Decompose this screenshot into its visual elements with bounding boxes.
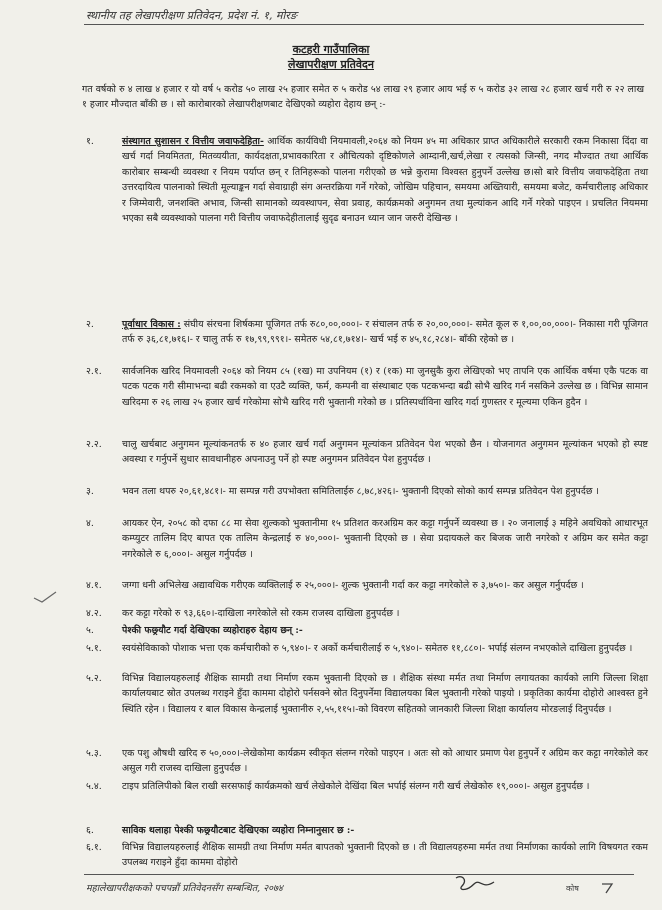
section-number: ५.२.: [86, 673, 102, 684]
section-4: [78, 516, 648, 562]
section-text: कर कट्टा गरेको रु ९३,६६०।-दाखिला नगरेकोले सो रकम राजस्व दाखिला हुनुपर्दछ ।: [122, 608, 400, 619]
section-number: ६.१.: [86, 842, 102, 853]
section-text: विभिन्न विद्यालयहरुलाई शैक्षिक सामग्री तथा निर्माण रकम भुक्तानी दिएको छ । शैक्षिक संस्था मर्मत तथा निर्माण लगायतका कार्यको लागि जिल्ला शिक्षा कार्यालयबाट स्रोत उपलब्ध गराइने हुँदा काममा दोहोरो पर्नसक्ने स्रोत दिनुपर्नेमा विद्यालयका बिल भुक्तानी गरेको पाइयो । प्रकृतिका कार्यमा दोहोरो आश्वस्त हुने स्थिति रहेन । विद्यालय र बाल विकास केन्द्रलाई भुक्तानीरु २,५५,११५।-को विवरण सहितको जानकारी जिल्ला शिक्षा कार्यालय मोरङलाई दिनुपर्दछ ।: [122, 673, 648, 715]
section-heading: साविक थलाहा पेश्की फछ्र्यौटबाट देखिएका व्यहोरा निम्नानुसार छ :-: [122, 825, 355, 836]
section-text: एक पशु औषधी खरिद रु ५०,०००।-लेखेकोमा कार्यक्रम स्वीकृत संलग्न गरेको पाइएन । अतः सो को आधार प्रमाण पेश हुनुपर्ने र अग्रिम कर कट्टा नगरेकोले कर असुल गरी राजस्व दाखिला हुनुपर्दछ ।: [122, 748, 648, 775]
section-4-1: [78, 578, 648, 593]
section-heading: संस्थागत सुशासन र वित्तीय जवाफदेहिता-: [122, 136, 264, 147]
intro-text: गत वर्षको रु ४ लाख ४ हजार र यो वर्ष ५ करोड ५० लाख २५ हजार समेत रु ५ करोड ५४ लाख २९ हजार आय भई रु ५ करोड ३२ लाख २८ हजार खर्च गरी रु २२ लाख १ हजार मौज्दात बाँकी छ । सो कारोबारको लेखापरीक्षणबाट देखिएको व्यहोरा देहाय छन् :-: [82, 84, 644, 111]
report-header: स्थानीय तह लेखापरीक्षण प्रतिवेदन, प्रदेश नं. १, मोरङ: [86, 9, 297, 22]
section-heading: पूर्वाधार विकास :: [122, 319, 181, 330]
section-number: ५.४.: [86, 781, 102, 792]
page-title: कटहरी गाउँपालिका: [292, 43, 370, 56]
section-4-2: [78, 606, 648, 621]
margin-tick-mark: [32, 590, 58, 604]
section-text: आयकर ऐन, २०५८ को दफा ८८ मा सेवा शुल्कको भुक्तानीमा १५ प्रतिशत करअग्रिम कर कट्टा गर्नुपर्ने व्यवस्था छ । २० जनालाई ३ महिने अवधिको आधारभूत कम्प्युटर तालिम दिए बापत एक तालिम केन्द्रलाई रु ४०,०००।- भुक्तानी दिएको छ । सेवा प्रदायकले कर बिजक जारी नगरेको र अग्रिम कर समेत कट्टा नगरेकोले रु ६,०००।- असुल गर्नुपर्दछ ।: [122, 518, 649, 560]
section-number: ६.: [86, 825, 94, 836]
section-text: आर्थिक कार्यविधी नियमावली,२०६४ को नियम ४५ मा अधिकार प्राप्त अधिकारीले सरकारी रकम निकासा दिंदा वा खर्च गर्दा नियमितता, मितव्ययीता, कार्यदक्षता,प्रभावकारिता र औचित्यको दृष्टिकोणले आम्दानी,खर्च,लेखा र त्यसको जिन्सी, नगद मौज्दात तथा आर्थिक कारोबार सम्बन्धी व्यवस्था र नियम पर्याप्त छन् र तिनिहरूको पालना गरीएको छ भन्ने कुरामा विश्वस्त हुनुपर्ने उल्लेख छ।सो बारे वित्तीय जवाफदेहिता तथा उत्तरदायित्व पालनाको स्थिती मूल्याङ्कन गर्दा सेवाग्राही संग अन्तरक्रिया गर्ने गरेको, जोखिम पहिचान, समयमा अख्तियारी, समयमा बजेट, कर्मचारीलाइ अधिकार र जिम्मेवारी, जनशक्ति अभाव, जिन्सी सामानको व्यवस्थापन, सेवा प्रवाह, कार्यक्रमको अनुगमन तथा मुल्यांकन आदि गर्ने गरेको पाइएन । प्रचलित नियममा भएका सबै व्यवस्थाको पालना गरी वित्तीय जवाफदेहीतालाई सुदृढ बनाउन ध्यान जान जरुरी देखिन्छ ।: [122, 136, 648, 225]
section-1: [78, 134, 648, 226]
page-subtitle: लेखापरीक्षण प्रतिवेदन: [287, 58, 374, 71]
section-number: ५.: [86, 625, 94, 636]
section-5-3: [78, 746, 648, 777]
section-2-2: [78, 437, 648, 468]
section-text: स्वयंसेविकाको पोशाक भत्ता एक कर्मचारीको रु ५,९४०।- र अर्को कर्मचारीलाई रु ५,९४०।- समेतरु ११,८८०।- भर्पाई संलग्न नभएकोले दाखिला हुनुपर्दछ ।: [122, 643, 633, 654]
header-rule: [84, 24, 644, 25]
section-5: [78, 623, 648, 638]
section-6-1: [78, 840, 648, 871]
section-text: विभिन्न विद्यालयहरुलाई शैक्षिक सामग्री तथा निर्माण मर्मत बापतको भुक्तानी दिएको छ । ती विद्यालयहरुमा मर्मत तथा निर्माणका कार्यको लागि विषयगत रकम उपलब्ध गराइने हुँदा काममा दोहोरो: [122, 842, 648, 869]
section-5-2: [78, 671, 648, 717]
section-text: टाइप प्रतिलिपीको बिल राखी सरसफाई कार्यक्रमको खर्च लेखेकोले देखिंदा बिल भर्पाई संलग्न गरी खर्च लेखेकोरु १९,०००।- असुल हुनुपर्दछ ।: [122, 781, 590, 792]
section-heading: पेश्की फछ्र्यौट गर्दा देखिएका व्यहोराहरु देहाय छन् :-: [122, 625, 303, 636]
section-3: [78, 484, 648, 499]
section-text: सार्वजनिक खरिद नियमावली २०६४ को नियम ८५ (१ख) मा उपनियम (१) र (१क) मा जुनसुकै कुरा लेखिएको भए तापनि एक आर्थिक वर्षमा एकै पटक वा पटक पटक गरी सीमाभन्दा बढी रकमको वा एउटै व्यक्ति, फर्म, कम्पनी वा संस्थाबाट एक पटकभन्दा बढी सोभै खरिद गर्न नसकिने उल्लेख छ । विभिन्न सामान खरिदमा रु २६ लाख २५ हजार खर्च गरेकोमा सोभै खरिद गरी भुक्तानी गरेको छ । प्रतिस्पर्धाविना खरिद गर्दा गुणस्तर र मूल्यमा एकिन हुदैन ।: [122, 366, 648, 408]
section-number: ४.२.: [86, 608, 102, 619]
footer-stamp: कोष: [566, 884, 579, 893]
page-mark-icon: [600, 881, 616, 895]
section-text: संघीय संरचना शिर्षकमा पूजिगत तर्फ रु८०,००,०००।- र संचालन तर्फ रु २०,००,०००।- समेत कूल रु १,००,००,०००।- निकासा गरी पूजिगत तर्फ रु ३६,८१,७१६।- र चालु तर्फ रु १७,९९,९९१।- समेतरु ५४,८१,७१४।- खर्च भई रु ४५,१८,२८४।- बाँकी रहेको छ ।: [122, 319, 648, 346]
section-number: १.: [86, 136, 94, 147]
intro-paragraph: [82, 82, 644, 112]
section-number: २.२.: [86, 439, 102, 450]
section-number: ४.१.: [86, 580, 102, 591]
section-number: २.: [86, 319, 94, 330]
section-number: ५.३.: [86, 748, 102, 759]
handwritten-signature: [452, 872, 498, 898]
footer-text: महालेखापरीक्षकको पचपन्नौं प्रतिवेदनसँग सम्बन्धित, २०७४: [86, 883, 283, 894]
section-number: ३.: [86, 486, 94, 497]
section-text: चालु खर्चबाट अनुगमन मूल्यांकनतर्फ रु ४० हजार खर्च गर्दा अनुगमन मूल्यांकन प्रतिवेदन पेश भएको छैन । योजनागत अनुगमन मूल्यांकन भएको हो स्पष्ट अवस्था र गर्नुपर्ने सुधार सावधानीहरु अपनाउनु पर्ने हो स्पष्ट अनुगमन प्रतिवेदन पेश हुनुपर्दछ ।: [122, 439, 648, 466]
section-5-1: [78, 641, 648, 656]
section-number: ४.: [86, 518, 94, 529]
section-number: ५.१.: [86, 643, 102, 654]
section-2-1: [78, 364, 648, 410]
section-5-4: [78, 779, 648, 794]
section-text: भवन तला थपरु २०,६१,४८१।- मा सम्पन्न गरी उपभोक्ता समितिलाईरु ८,७८,४२६।- भुक्तानी दिएको सोको कार्य सम्पन्न प्रतिवेदन पेश हुनुपर्दछ ।: [122, 486, 599, 497]
section-2: [78, 317, 648, 348]
section-number: २.१.: [86, 366, 102, 377]
section-6: [78, 823, 648, 838]
footer-rule: [84, 874, 634, 875]
section-text: जग्गा धनी अभिलेख अद्यावधिक गरीएक व्यक्तिलाई रु २५,०००।- शुल्क भुक्तानी गर्दा कर कट्टा नगरेकोले रु ३,७५०।- कर असुल गर्नुपर्दछ ।: [122, 580, 584, 591]
